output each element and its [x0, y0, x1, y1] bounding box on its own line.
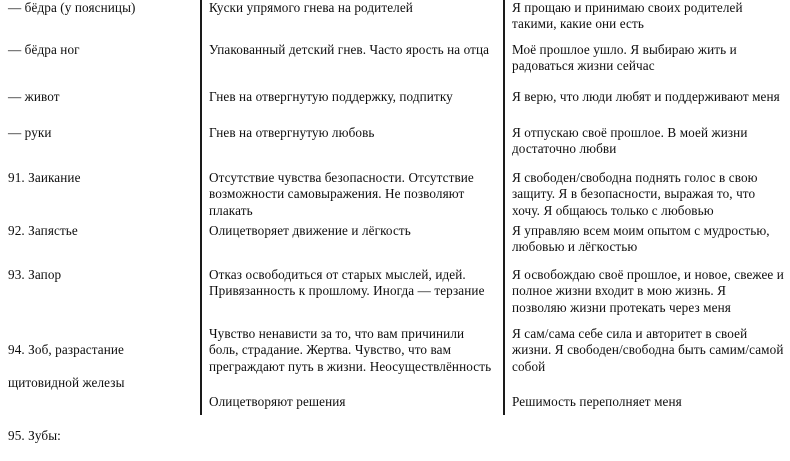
cell-affirmation: Я свободен/свободна поднять голос в свою защиту. Я в безопасности, выражая то, что хочу. Я общаюсь только с любовью: [512, 170, 758, 218]
cell-cause: Гнев на отвергнутую любовь: [209, 125, 375, 140]
symptom-label-line-1: 94. Зоб, разрастание: [8, 342, 124, 358]
cell-affirmation: Решимость переполняет меня: [512, 394, 682, 409]
table-row: [0, 87, 790, 123]
cell-affirmation: Я управляю всем моим опытом с мудростью, любовью и лёгкостью: [512, 223, 770, 255]
cell-affirmation: Моё прошлое ушло. Я выбираю жить и радоваться жизни сейчас: [512, 42, 737, 74]
table-row: [0, 167, 790, 222]
cell-cause: Олицетворяют решения: [209, 394, 346, 409]
table-row: [0, 264, 790, 324]
cell-symptom: 93. Запор: [8, 267, 62, 282]
cell-symptom: — живот: [8, 89, 60, 104]
table-row: [0, 0, 790, 40]
cell-symptom: 91. Заикание: [8, 170, 81, 185]
cell-affirmation: Я прощаю и принимаю своих родителей такими, какие они есть: [512, 0, 743, 32]
cell-symptom: — руки: [8, 125, 52, 140]
symptom-label-line-3: 95. Зубы:: [8, 428, 61, 444]
symptom-label-line-2: щитовидной железы: [8, 375, 125, 391]
cell-symptom: 92. Запястье: [8, 223, 78, 238]
cell-symptom: — бёдра ног: [8, 42, 80, 57]
cell-cause: Чувство ненависти за то, что вам причинили боль, страдание. Жертва. Чувство, что вам преграждают путь в жизни. Неосуществлённость: [209, 326, 492, 374]
table-row: [0, 123, 790, 167]
table-row: [0, 40, 790, 87]
cell-cause: Упакованный детский гнев. Часто ярость на отца: [209, 42, 490, 57]
cell-symptom: — бёдра (у поясницы): [8, 0, 136, 15]
table-row: [0, 222, 790, 264]
cell-cause: Куски упрямого гнева на родителей: [209, 0, 413, 15]
cell-affirmation: Я освобождаю своё прошлое, и новое, свежее и полное жизни входит в мою жизнь. Я позволяю жизни протекать через меня: [512, 267, 784, 315]
cell-affirmation: Я сам/сама себе сила и авторитет в своей жизни. Я свободен/свободна быть самим/самой собой: [512, 326, 784, 374]
cell-cause: Гнев на отвергнутую поддержку, подпитку: [209, 89, 453, 104]
cell-affirmation: Я верю, что люди любят и поддерживают меня: [512, 89, 780, 104]
cell-cause: Отсутствие чувства безопасности. Отсутствие возможности самовыражения. Не позволяют плакать: [209, 170, 474, 218]
cell-cause: Отказ освободиться от старых мыслей, идей. Привязанность к прошлому. Иногда — терзание: [209, 267, 485, 299]
cell-affirmation: Я отпускаю своё прошлое. В моей жизни достаточно любви: [512, 125, 748, 157]
cell-symptom: [0, 324, 200, 461]
cell-cause: Олицетворяет движение и лёгкость: [209, 223, 411, 238]
cell-symptom: [0, 394, 200, 395]
